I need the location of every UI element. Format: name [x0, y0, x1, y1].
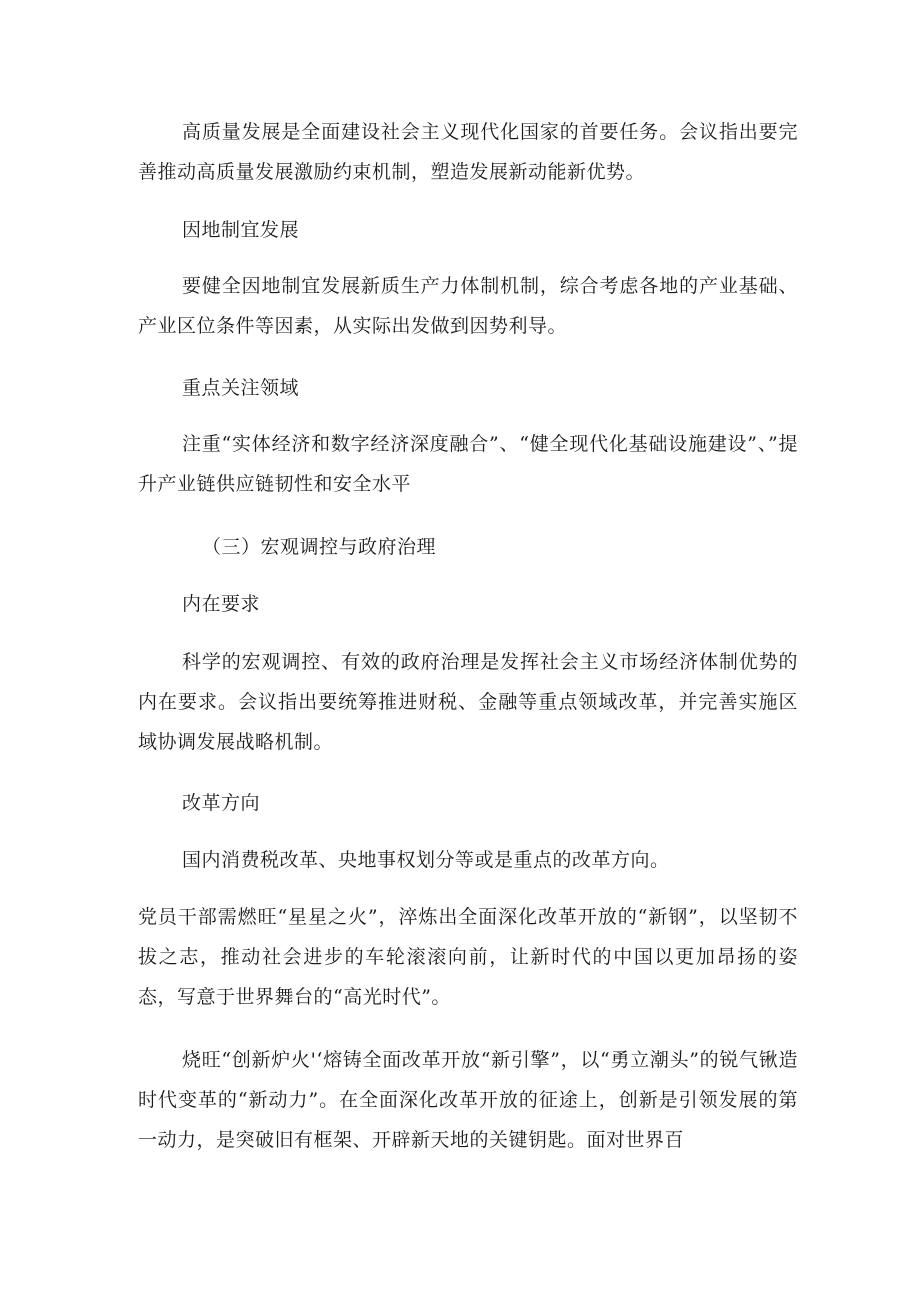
heading-reform-direction: 改革方向	[182, 792, 261, 814]
paragraph-intrinsic-requirement: 科学的宏观调控、有效的政府治理是发挥社会主义市场经济体制优势的内在要求。会议指出要统筹推进财税、金融等重点领域改革，并完善实施区域协调发展战略机制。	[138, 651, 798, 753]
heading-key-areas: 重点关注领域	[182, 377, 300, 399]
heading-local-conditions: 因地制宜发展	[182, 219, 300, 241]
paragraph-high-quality-development: 高质量发展是全面建设社会主义现代化国家的首要任务。会议指出要完善推动高质量发展激励约束机制，塑造发展新动能新优势。	[138, 121, 798, 183]
heading-intrinsic-requirement: 内在要求	[182, 593, 261, 615]
section-heading-macro-control: （三）宏观调控与政府治理	[202, 536, 437, 558]
paragraph-party-cadres: 党员干部需燃旺“星星之火”，淬炼出全面深化改革开放的“新钢”，以坚韧不拔之志，推动社会进步的车轮滚滚向前，让新时代的中国以更加昂扬的姿态，写意于世界舞台的“高光时代”。	[138, 906, 798, 1008]
paragraph-key-areas: 注重“实体经济和数字经济深度融合”、“健全现代化基础设施建设”、”提升产业链供应链韧性和安全水平	[138, 433, 798, 495]
paragraph-local-conditions: 要健全因地制宜发展新质生产力体制机制，综合考虑各地的产业基础、产业区位条件等因素，从实际出发做到因势利导。	[138, 275, 798, 337]
paragraph-reform-direction: 国内消费税改革、央地事权划分等或是重点的改革方向。	[182, 849, 670, 871]
paragraph-innovation: 烧旺“创新炉火'‘熔铸全面改革开放“新引擎”，以“勇立潮头”的锐气锹造时代变革的“新动力”。在全面深化改革开放的征途上，创新是引领发展的第一动力，是突破旧有框架、开辟新天地的关键钥匙。面对世界百	[138, 1049, 798, 1151]
